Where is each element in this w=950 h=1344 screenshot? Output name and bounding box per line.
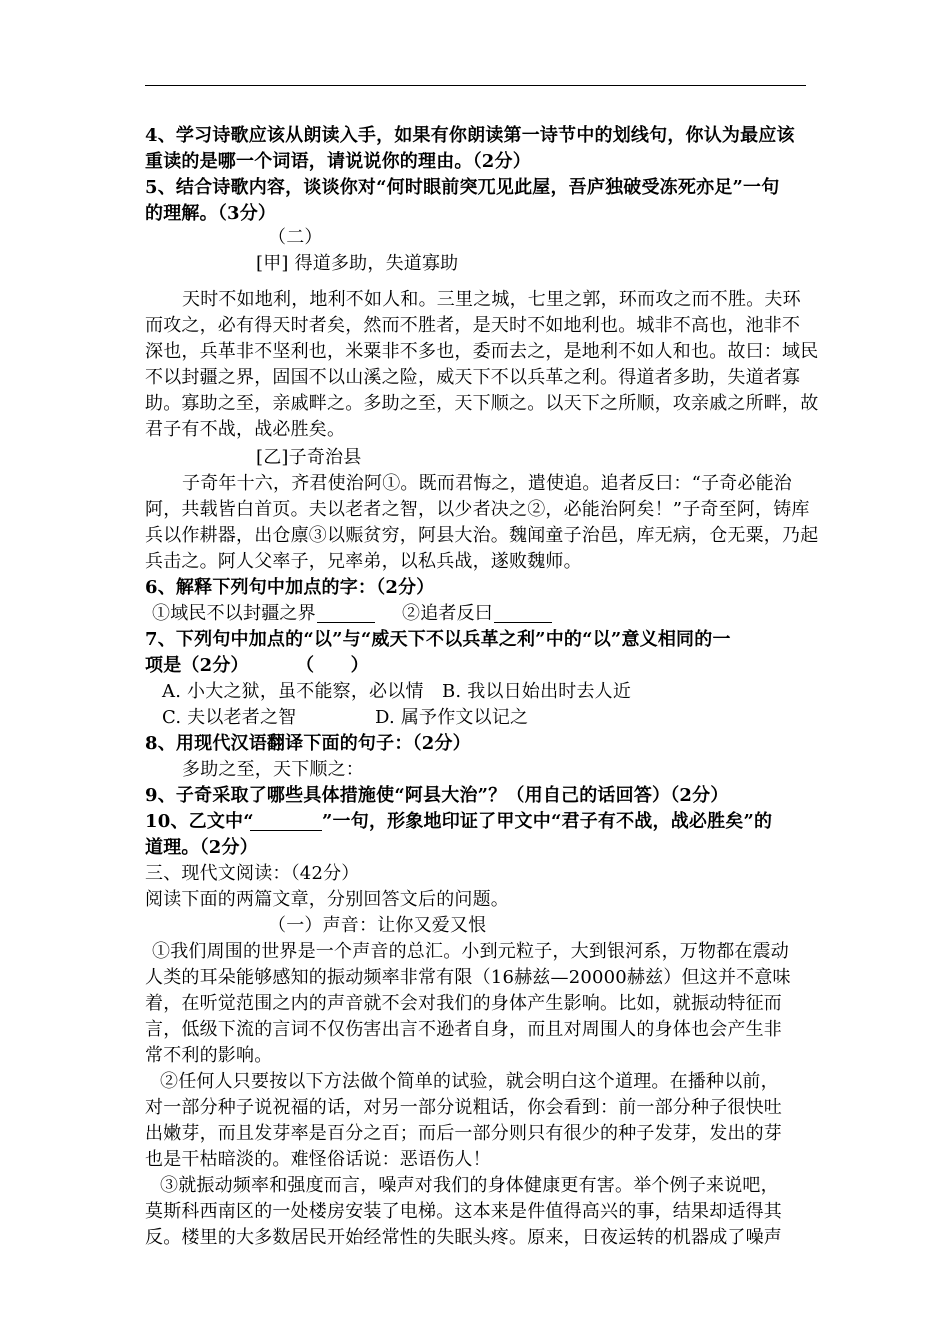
section-2-heading: （二）	[268, 227, 323, 248]
passage-jia-line-2: 而攻之，必有得天时者矣，然而不胜者，是天时不如地利也。城非不高也，池非不	[145, 315, 801, 336]
header-rule	[145, 85, 806, 86]
question-7-answer-bracket[interactable]: （ ）	[296, 655, 369, 676]
question-5-line-1: 5、结合诗歌内容，谈谈你对“何时眼前突兀见此屋，吾庐独破受冻死亦足”一句	[145, 177, 780, 198]
article-1-p2-line-3: 出嫩芽，而且发芽率是百分之百；而后一部分则只有很少的种子发芽，发出的芽	[145, 1123, 782, 1144]
article-1-p3-line-2: 莫斯科西南区的一处楼房安装了电梯。这本来是件值得高兴的事，结果却适得其	[145, 1201, 782, 1222]
question-10-line-2: 道理。（2分）	[145, 837, 258, 858]
option-d: D. 属予作文以记之	[375, 707, 529, 728]
article-1-p2-line-1: ②任何人只要按以下方法做个简单的试验，就会明白这个道理。在播种以前，	[160, 1071, 779, 1092]
article-1-p2-line-4: 也是干枯暗淡的。难怪俗话说：恶语伤人！	[145, 1149, 491, 1170]
article-1-p2-line-2: 对一部分种子说祝福的话，对另一部分说粗话，你会看到：前一部分种子很快吐	[145, 1097, 782, 1118]
section-3-instruction: 阅读下面的两篇文章，分别回答文后的问题。	[145, 889, 509, 910]
question-5-line-2: 的理解。（3分）	[145, 203, 277, 224]
question-4-line-2: 重读的是哪一个词语，请说说你的理由。（2分）	[145, 151, 531, 172]
article-1-p3-line-1: ③就振动频率和强度而言，噪声对我们的身体健康更有害。举个例子来说吧，	[160, 1175, 779, 1196]
passage-jia-title: [甲] 得道多助，失道寡助	[256, 253, 459, 274]
passage-jia-line-1: 天时不如地利，地利不如人和。三里之城，七里之郭，环而攻之而不胜。夫环	[182, 289, 801, 310]
passage-yi-line-2: 阿，共载皆白首页。夫以老者之智，以少者决之②，必能治阿矣！”子奇至阿，铸库	[145, 499, 810, 520]
passage-yi-line-3: 兵以作耕器，出仓廪③以赈贫穷，阿县大治。魏闻童子治邑，库无病，仓无粟，乃起	[145, 525, 819, 546]
question-8-sentence: 多助之至，天下顺之：	[182, 759, 364, 780]
passage-jia-line-6: 君子有不战，战必胜矣。	[145, 419, 346, 440]
article-1-p1-line-1: ①我们周围的世界是一个声音的总汇。小到元粒子，大到银河系，万物都在震动	[152, 941, 789, 962]
passage-jia-line-3	[145, 340, 819, 364]
article-1-p1-line-2: 人类的耳朵能够感知的振动频率非常有限（16赫兹—20000赫兹）但这并不意味	[145, 967, 791, 988]
option-c: C. 夫以老者之智	[162, 707, 297, 728]
article-1-p1-line-5: 常不利的影响。	[145, 1045, 273, 1066]
question-8: 8、用现代汉语翻译下面的句子：（2分）	[145, 733, 471, 754]
article-1-title: （一）声音：让你又爱又恨	[268, 915, 487, 936]
question-6: 6、解释下列句中加点的字：（2分）	[145, 577, 435, 598]
question-6-item-1: ①域民不以封疆之界	[152, 603, 316, 624]
question-6-item-2: ②追者反曰	[402, 603, 493, 624]
question-6-blank-1[interactable]	[317, 606, 375, 623]
article-1-p1-line-4: 言，低级下流的言词不仅伤害出言不逊者自身，而且对周围人的身体也会产生非	[145, 1019, 782, 1040]
question-4-line-1: 4、学习诗歌应该从朗读入手，如果有你朗读第一诗节中的划线句，你认为最应该	[145, 125, 795, 146]
question-10-suffix: ”一句，形象地印证了甲文中“君子有不战，战必胜矣”的	[322, 811, 773, 832]
question-7-line-2: 项是（2分）	[145, 655, 249, 676]
passage-jia-line-5: 助。寡助之至，亲戚畔之。多助之至，天下顺之。以天下之所顺，攻亲戚之所畔，故	[145, 393, 819, 414]
question-10-prefix: 10、乙文中“	[145, 811, 254, 832]
question-7-line-1: 7、下列句中加点的“以”与“威天下不以兵革之利”中的“以”意义相同的一	[145, 629, 731, 650]
passage-jia-line-3-text: 深也，兵革非不坚利也，米粟非不多也，委而去之，是地利不如人和也。故曰：域民	[145, 341, 819, 362]
passage-yi-line-4: 兵击之。阿人父率子，兄率弟，以私兵战，遂败魏师。	[145, 551, 582, 572]
section-3-heading: 三、现代文阅读：（42分）	[145, 863, 360, 884]
option-b: B. 我以日始出时去人近	[442, 681, 632, 702]
option-a: A. 小大之狱，虽不能察，必以情	[162, 681, 424, 702]
question-9: 9、子奇采取了哪些具体措施使“阿县大治”？（用自己的话回答）（2分）	[145, 785, 729, 806]
article-1-p1-line-3: 着，在听觉范围之内的声音就不会对我们的身体产生影响。比如，就振动特征而	[145, 993, 782, 1014]
passage-yi-title: [乙]子奇治县	[256, 447, 362, 468]
article-1-p3-line-3: 反。楼里的大多数居民开始经常性的失眠头疼。原来，日夜运转的机器成了噪声	[145, 1227, 782, 1248]
question-10-blank[interactable]	[250, 814, 322, 831]
passage-yi-line-1: 子奇年十六，齐君使治阿①。既而君悔之，遣使追。追者反曰：“子奇必能治	[182, 473, 792, 494]
question-6-blank-2[interactable]	[494, 606, 552, 623]
passage-jia-line-4: 不以封疆之界，固国不以山溪之险，威天下不以兵革之利。得道者多助，失道者寡	[145, 367, 801, 388]
